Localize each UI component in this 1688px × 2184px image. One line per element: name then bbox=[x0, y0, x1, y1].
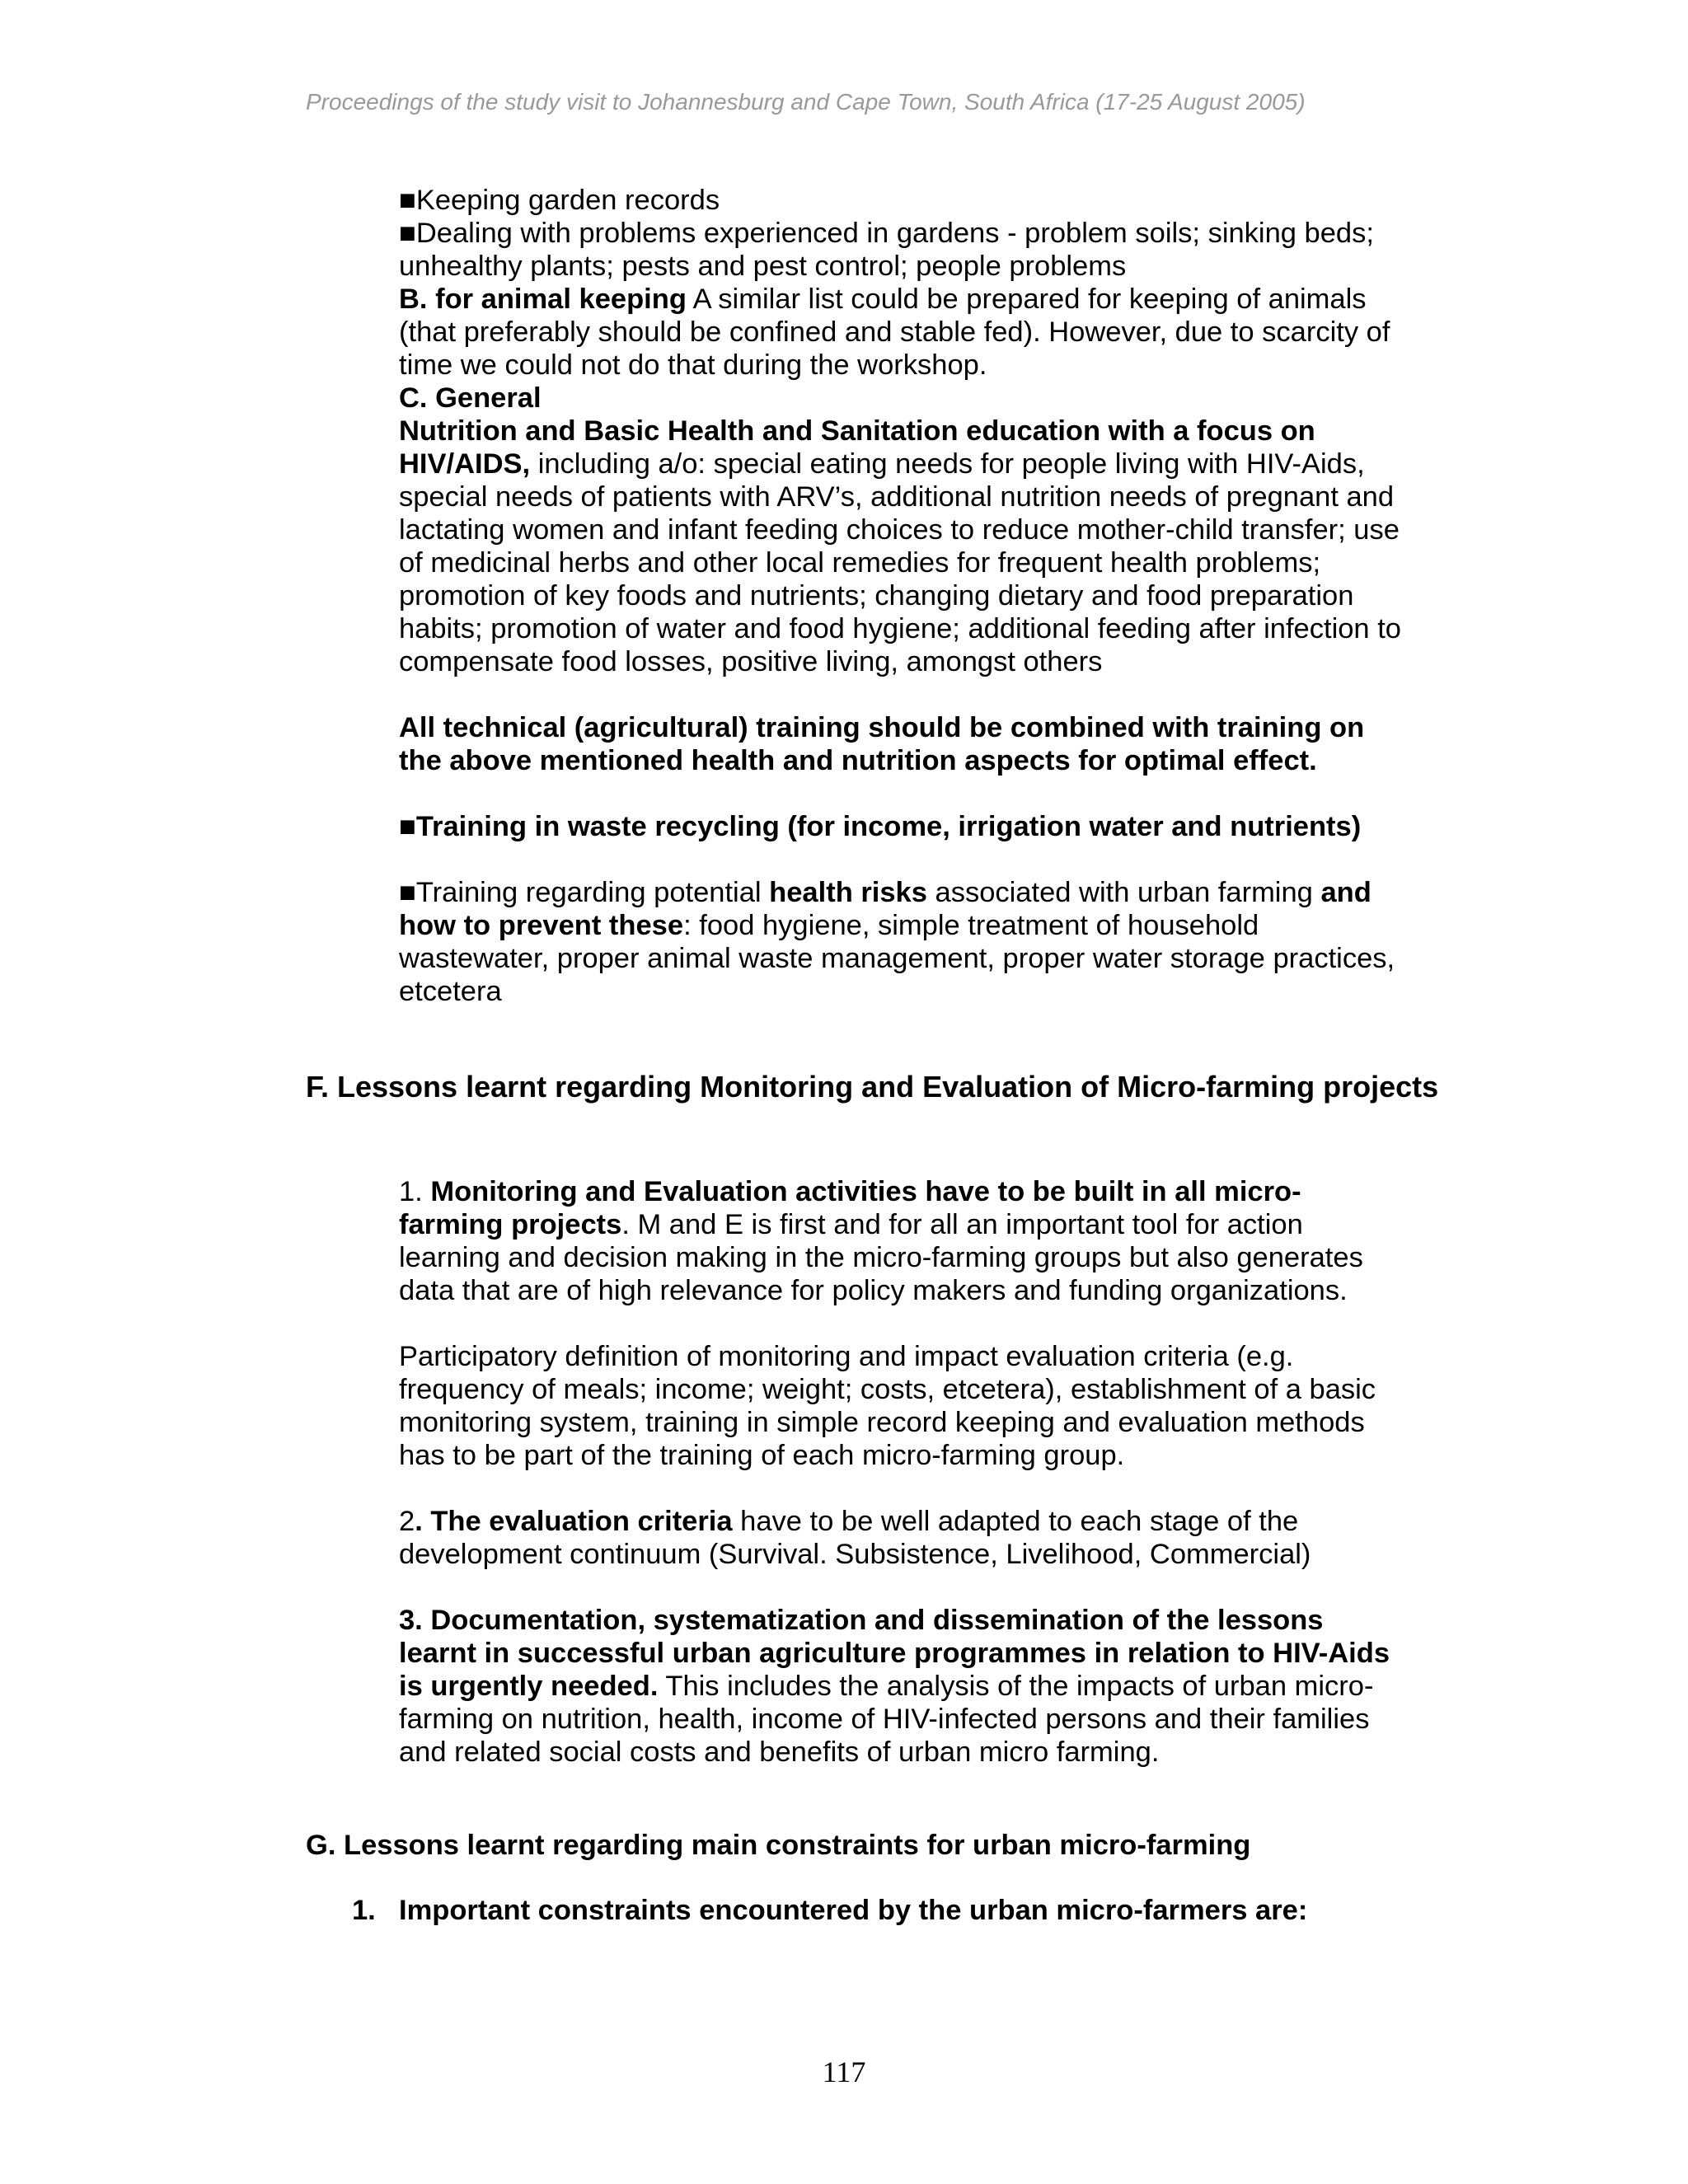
monitoring-paragraph: 1. Monitoring and Evaluation activities have to be built in all micro-farming projects. M and E is first and for all an important tool for action learning and decision making in the micro-farming groups but also generates data that are of high relevance for policy makers and funding organizations. bbox=[399, 1176, 1363, 1306]
animal-keeping-paragraph: B. for animal keeping A similar list could be prepared for keeping of animals (that preferably should be confined and stable fed). However, due to scarcity of time we could not do that during the workshop. bbox=[399, 284, 1390, 381]
documentation-paragraph: 3. Documentation, systematization and dissemination of the lessons learnt in successful urban agriculture programmes in relation to HIV-Aids is urgently needed. This includes the analysis of the impacts of urban micro-farming on nutrition, health, income of HIV-infected persons and their families and related social costs and benefits of urban micro farming. bbox=[399, 1605, 1390, 1768]
constraints-list-item: 1. Important constraints encountered by the urban micro-farmers are: bbox=[352, 1895, 1308, 1926]
bullet-item: ■Keeping garden records bbox=[399, 185, 720, 216]
evaluation-criteria-paragraph: 2. The evaluation criteria have to be well adapted to each stage of the development continuum (Survival. Subsistence, Livelihood, Commercial) bbox=[399, 1506, 1311, 1570]
nutrition-paragraph: Nutrition and Basic Health and Sanitation education with a focus on HIV/AIDS, including a/o: special eating needs for people living with HIV-Aids, special needs of patients with ARV’s, additional nutrition needs of pregnant and lactating women and infant feeding choices to reduce mother-child transfer; use of medicinal herbs and other local remedies for frequent health problems; promotion of key foods and nutrients; changing dietary and food preparation habits; promotion of water and food hygiene; additional feeding after infection to compensate food losses, positive living, amongst others bbox=[399, 415, 1401, 677]
section-f-heading: F. Lessons learnt regarding Monitoring and Evaluation of Micro-farming projects bbox=[306, 1070, 1439, 1104]
waste-recycling-item: ■Training in waste recycling (for income, irrigation water and nutrients) bbox=[399, 811, 1362, 842]
page-number: 117 bbox=[822, 2055, 866, 2088]
bullet-icon: ■ bbox=[399, 218, 416, 249]
section-g-heading: G. Lessons learnt regarding main constraints for urban micro-farming bbox=[306, 1830, 1251, 1861]
running-header: Proceedings of the study visit to Johannesburg and Cape Town, South Africa (17-25 August 2005) bbox=[306, 89, 1306, 115]
training-list-block bbox=[399, 184, 1404, 1008]
general-heading: C. General bbox=[399, 382, 542, 414]
bullet-icon: ■ bbox=[399, 811, 416, 842]
bullet-item: ■Dealing with problems experienced in gardens - problem soils; sinking beds; unhealthy plants; pests and pest control; people problems bbox=[399, 218, 1374, 282]
participatory-paragraph: Participatory definition of monitoring and impact evaluation criteria (e.g. frequency of meals; income; weight; costs, etcetera), establishment of a basic monitoring system, training in simple record keeping and evaluation methods has to be part of the training of each micro-farming group. bbox=[399, 1341, 1376, 1471]
section-f-body bbox=[399, 1175, 1404, 1769]
combined-training-note: All technical (agricultural) training should be combined with training on the above mentioned health and nutrition aspects for optimal effect. bbox=[399, 712, 1365, 776]
bullet-icon: ■ bbox=[399, 877, 416, 908]
bullet-icon: ■ bbox=[399, 185, 416, 216]
health-risks-item: ■Training regarding potential health risks associated with urban farming and how to prevent these: food hygiene, simple treatment of household wastewater, proper animal waste management, proper water storage practices, etcetera bbox=[399, 877, 1395, 1007]
